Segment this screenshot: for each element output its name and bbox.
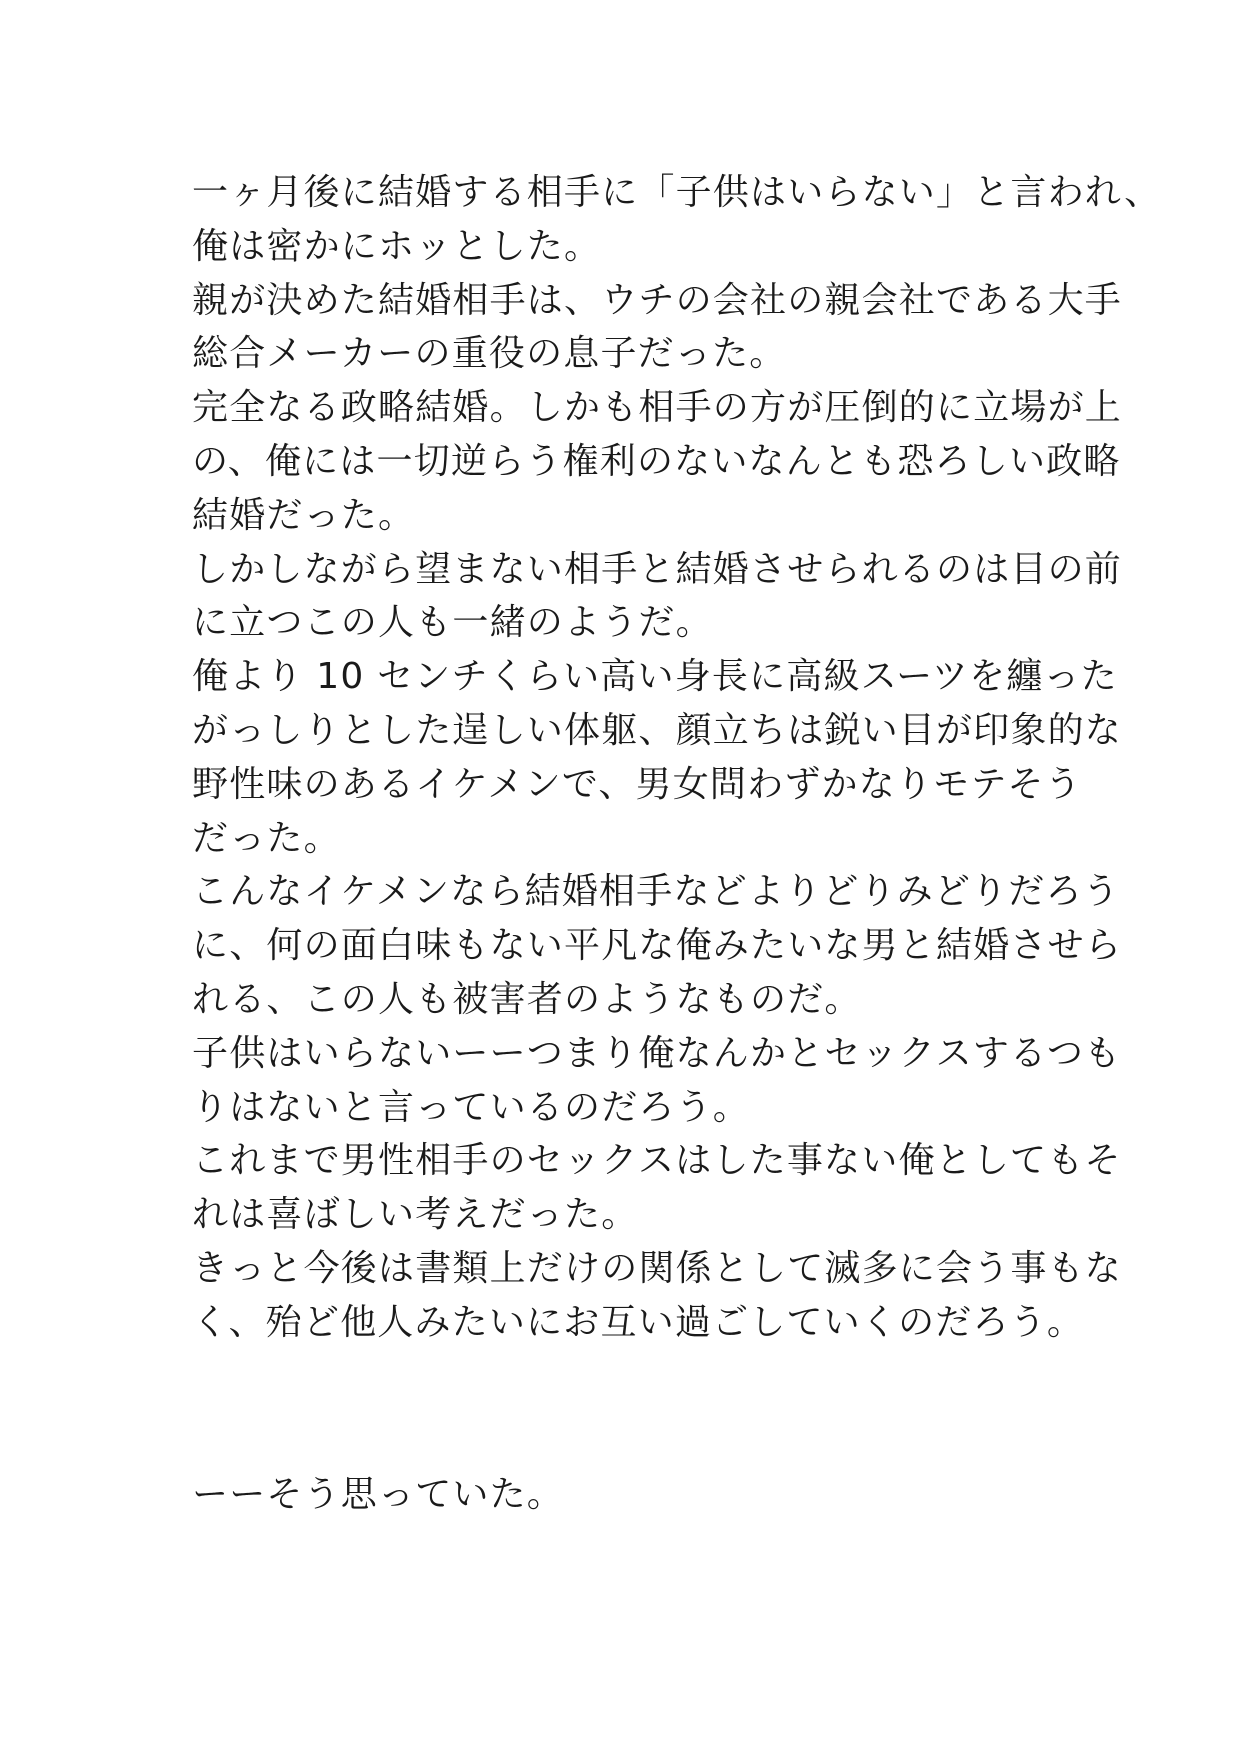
text-line: 完全なる政略結婚。しかも相手の方が圧倒的に立場が上: [192, 387, 1123, 429]
text-line: これまで男性相手のセックスはした事ない俺としてもそ: [192, 1140, 1122, 1182]
text-line: がっしりとした逞しい体躯、顔立ちは鋭い目が印象的な: [192, 709, 1123, 751]
text-line: 総合メーカーの重役の息子だった。: [192, 333, 787, 375]
text-line: れる、この人も被害者のようなものだ。: [192, 978, 862, 1020]
text-line: 親が決めた結婚相手は、ウチの会社の親会社である大手: [192, 279, 1123, 321]
text-line: 俺は密かにホッとした。: [192, 225, 602, 267]
body-text: [192, 166, 1162, 1350]
text-line: く、殆ど他人みたいにお互い過ごしていくのだろう。: [192, 1301, 1085, 1343]
text-line: りはないと言っているのだろう。: [192, 1086, 751, 1128]
text-line: 結婚だった。: [192, 494, 416, 536]
text-line: こんなイケメンなら結婚相手などよりどりみどりだろう: [192, 871, 1120, 913]
text-line: 子供はいらないーーつまり俺なんかとセックスするつも: [192, 1032, 1122, 1074]
text-line: に、何の面白味もない平凡な俺みたいな男と結婚させら: [192, 925, 1123, 967]
text-line: に立つこの人も一緒のようだ。: [192, 602, 713, 644]
text-line: きっと今後は書類上だけの関係として滅多に会う事もな: [192, 1247, 1123, 1289]
text-line: 野性味のあるイケメンで、男女問わずかなりモテそう: [192, 763, 1082, 805]
text-line: だった。: [192, 817, 341, 859]
closing-line: ーーそう思っていた。: [192, 1474, 565, 1515]
text-line: しかしながら望まない相手と結婚させられるのは目の前: [192, 548, 1123, 590]
text-line: 一ヶ月後に結婚する相手に「子供はいらない」と言われ、: [192, 172, 1162, 213]
text-line: 俺より 10 センチくらい高い身長に高級スーツを纏った: [192, 656, 1118, 698]
text-line: の、俺には一切逆らう権利のないなんとも恐ろしい政略: [192, 440, 1121, 482]
text-line: れは喜ばしい考えだった。: [192, 1194, 639, 1236]
